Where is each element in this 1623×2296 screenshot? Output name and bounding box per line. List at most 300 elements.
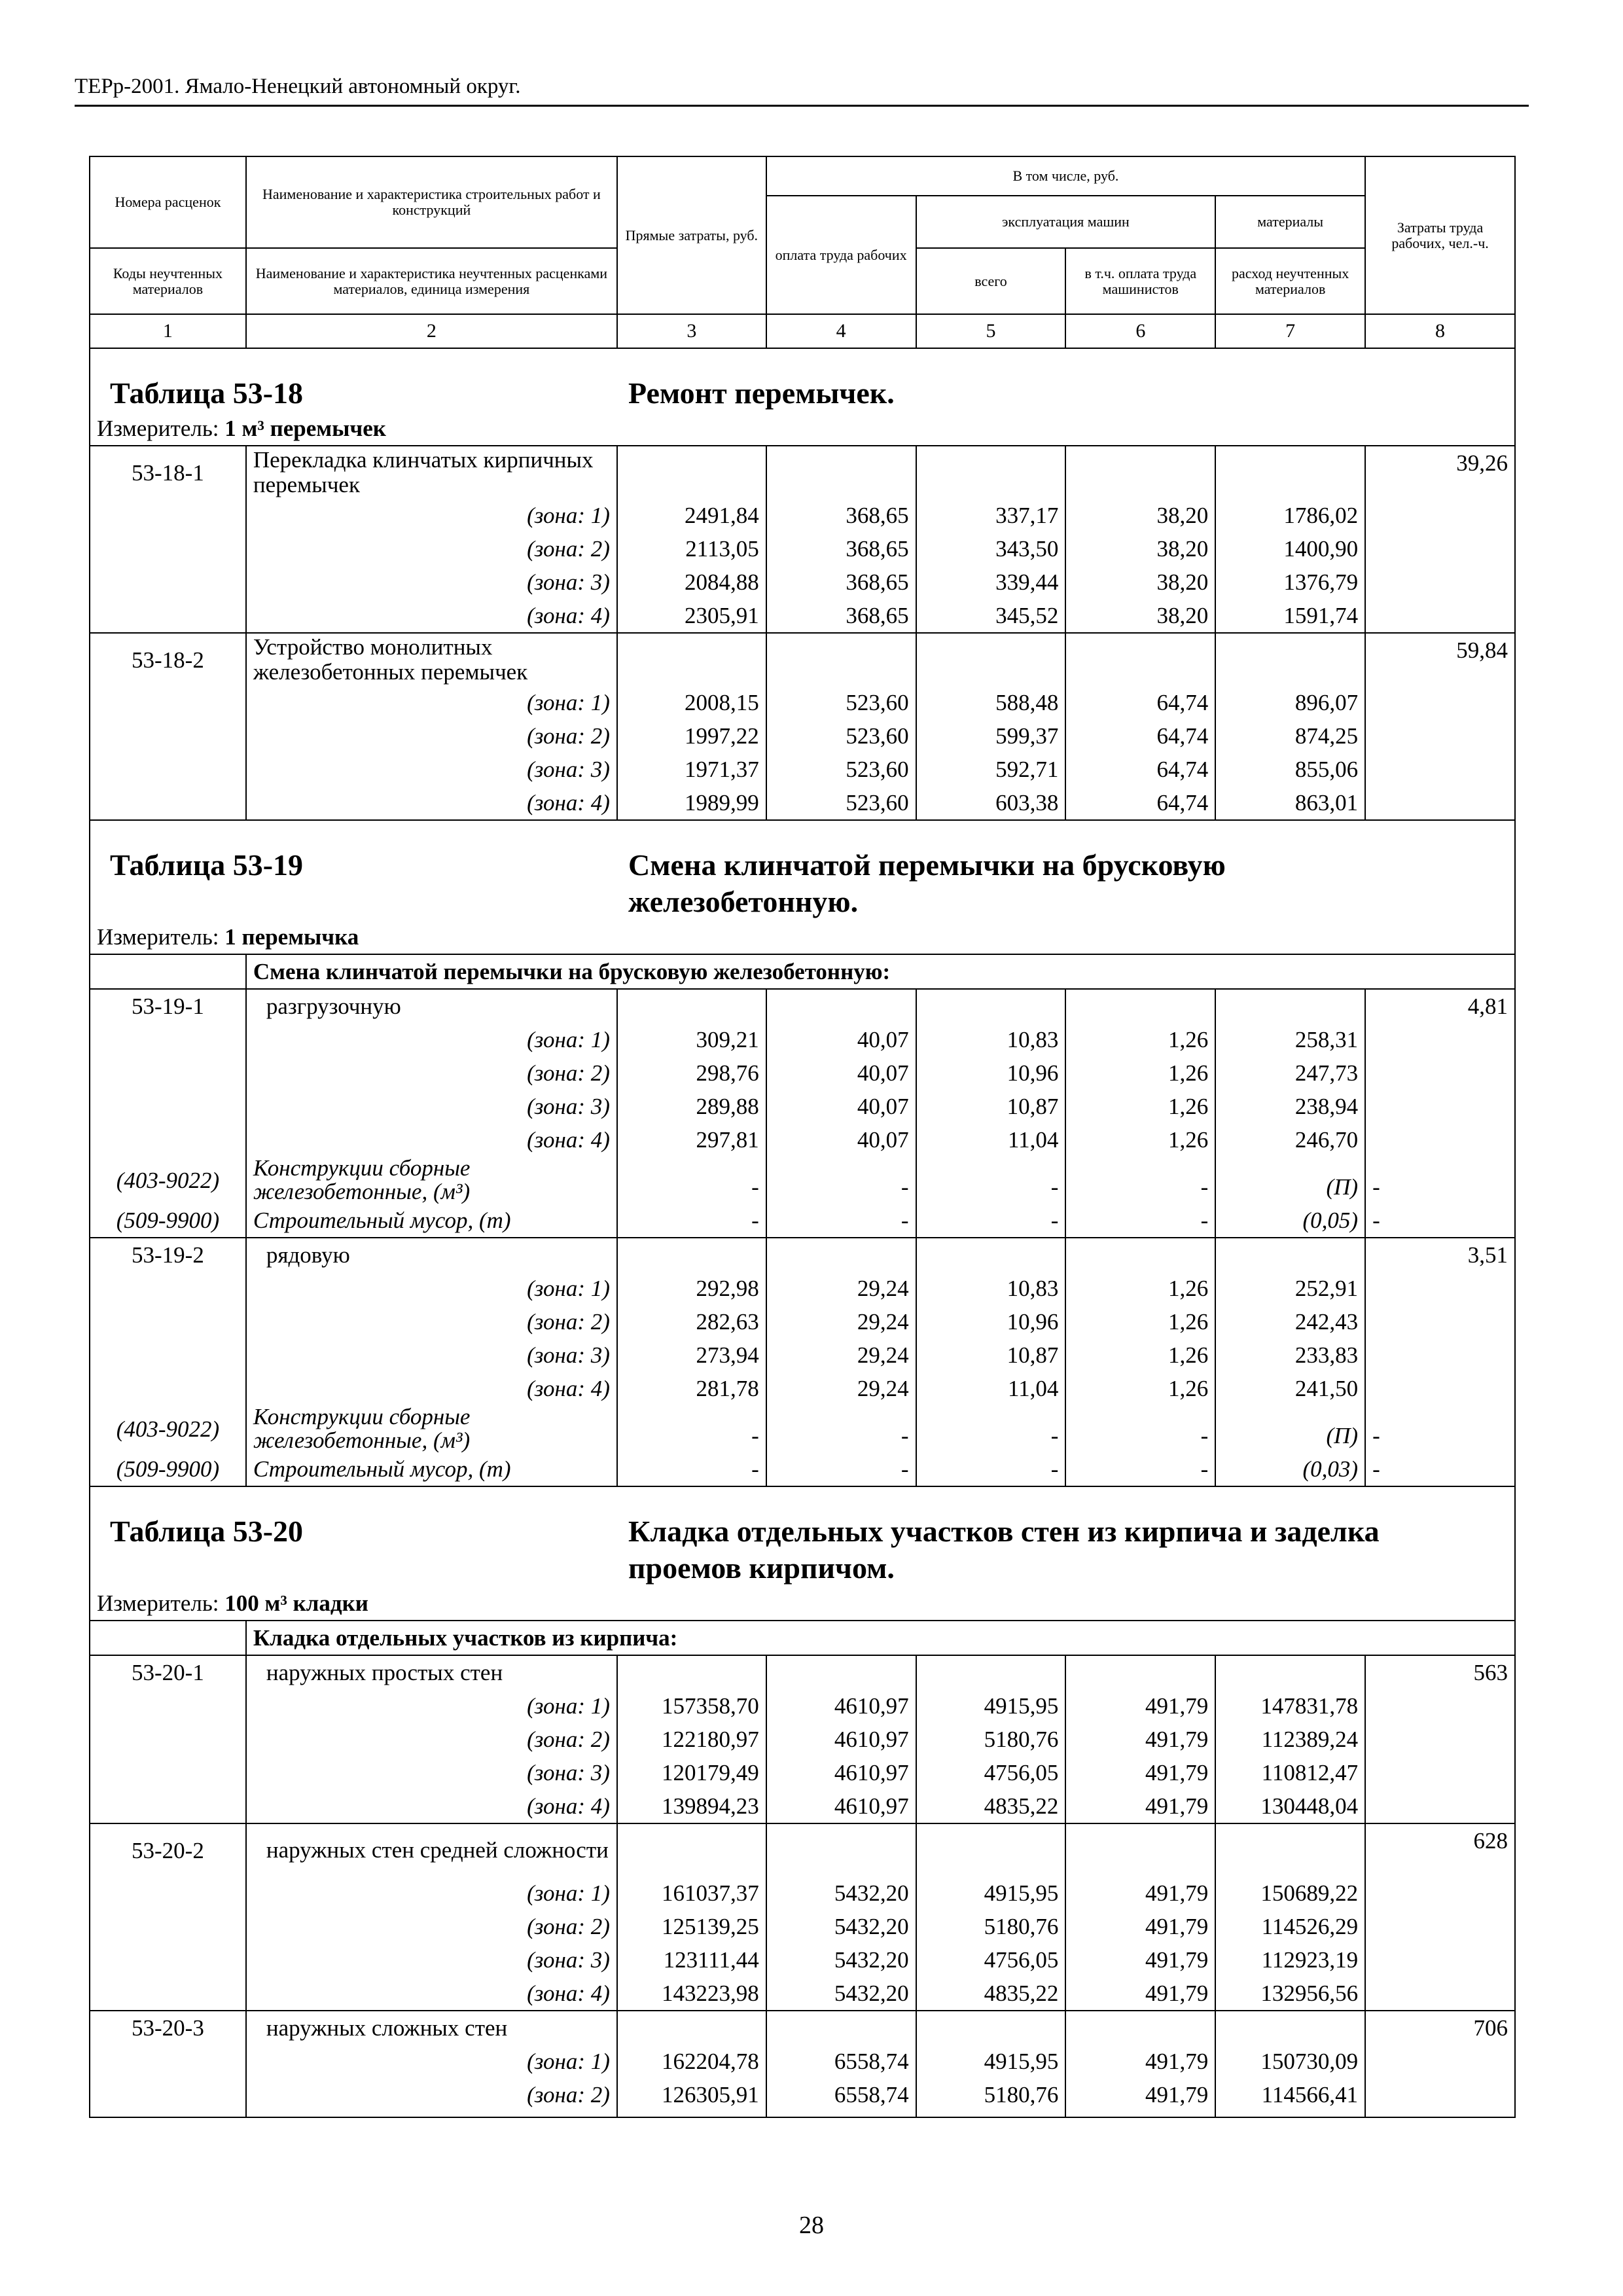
head-col8: Затраты труда рабочих, чел.-ч. <box>1365 156 1515 314</box>
section-title-row <box>90 348 1515 412</box>
col-number: 5 <box>916 314 1066 348</box>
empty-cell <box>916 2011 1066 2045</box>
empty-cell <box>1365 1689 1515 1723</box>
empty-cell <box>766 1655 916 1689</box>
empty-cell <box>1215 1238 1365 1272</box>
empty-cell <box>90 2111 246 2117</box>
zone-value: 6558,74 <box>766 2045 916 2078</box>
section-name: Ремонт перемычек. <box>628 376 895 410</box>
zone-value: 125139,25 <box>617 1910 766 1943</box>
material-value: - <box>916 1405 1066 1452</box>
subcaption-row <box>90 1621 1515 1655</box>
code-cell-empty <box>90 954 246 989</box>
empty-cell <box>1365 1056 1515 1090</box>
zone-row <box>90 786 1515 820</box>
zone-value: 2008,15 <box>617 686 766 719</box>
zone-label: (зона: 2) <box>246 1305 617 1338</box>
zone-value: 1971,37 <box>617 753 766 786</box>
rate-code: 53-20-2 <box>90 1823 246 1876</box>
zone-row <box>90 1689 1515 1723</box>
code-cell-empty <box>90 753 246 786</box>
empty-cell <box>617 633 766 686</box>
zone-row <box>90 1876 1515 1910</box>
head-col6: в т.ч. оплата труда машинистов <box>1065 248 1215 314</box>
empty-cell <box>1365 719 1515 753</box>
zone-row <box>90 686 1515 719</box>
section-number: Таблица 53-20 <box>110 1515 304 1548</box>
section-title <box>90 1486 1515 1587</box>
empty-cell <box>617 2111 766 2117</box>
material-labor: - <box>1365 1405 1515 1452</box>
code-cell-empty <box>90 565 246 599</box>
section-title <box>90 820 1515 920</box>
zone-value: 126305,91 <box>617 2078 766 2111</box>
zone-value: 2305,91 <box>617 599 766 633</box>
empty-cell <box>1215 989 1365 1023</box>
zone-value: 523,60 <box>766 753 916 786</box>
zone-value: 4610,97 <box>766 1756 916 1789</box>
head-col5: всего <box>916 248 1066 314</box>
code-cell-empty <box>90 1621 246 1655</box>
material-value: - <box>1065 1405 1215 1452</box>
material-code: (509-9900) <box>90 1204 246 1238</box>
zone-value: 112389,24 <box>1215 1723 1365 1756</box>
zone-value: 1,26 <box>1065 1123 1215 1157</box>
empty-cell <box>766 633 916 686</box>
zone-value: 64,74 <box>1065 786 1215 820</box>
empty-cell <box>1365 1123 1515 1157</box>
zone-value: 491,79 <box>1065 1977 1215 2011</box>
measure-label: Измеритель: <box>97 924 219 950</box>
measure-label: Измеритель: <box>97 1590 219 1616</box>
zone-value: 1,26 <box>1065 1056 1215 1090</box>
zone-value: 246,70 <box>1215 1123 1365 1157</box>
zone-row <box>90 1123 1515 1157</box>
table-body <box>90 156 1515 2117</box>
zone-value: 368,65 <box>766 532 916 565</box>
zone-label: (зона: 3) <box>246 753 617 786</box>
zone-value: 162204,78 <box>617 2045 766 2078</box>
zone-value: 38,20 <box>1065 599 1215 633</box>
zone-value: 11,04 <box>916 1372 1066 1405</box>
material-value: - <box>617 1157 766 1204</box>
zone-value: 4756,05 <box>916 1756 1066 1789</box>
zone-value: 143223,98 <box>617 1977 766 2011</box>
zone-value: 1400,90 <box>1215 532 1365 565</box>
zone-row <box>90 719 1515 753</box>
zone-row <box>90 565 1515 599</box>
zone-value: 38,20 <box>1065 532 1215 565</box>
zone-row <box>90 1789 1515 1823</box>
zone-value: 2084,88 <box>617 565 766 599</box>
material-value: - <box>1065 1157 1215 1204</box>
rate-code: 53-18-2 <box>90 633 246 686</box>
empty-cell <box>1065 2111 1215 2117</box>
material-value: - <box>916 1452 1066 1486</box>
price-table <box>89 156 1516 2118</box>
labor-cost: 4,81 <box>1365 989 1515 1023</box>
material-value: - <box>766 1452 916 1486</box>
measure-value: 1 перемычка <box>224 924 359 950</box>
zone-value: 368,65 <box>766 565 916 599</box>
col-number: 3 <box>617 314 766 348</box>
zone-label: (зона: 4) <box>246 1123 617 1157</box>
section-measure <box>90 920 1515 954</box>
code-cell-empty <box>90 1943 246 1977</box>
zone-value: 4756,05 <box>916 1943 1066 1977</box>
empty-cell <box>766 1238 916 1272</box>
zone-row <box>90 599 1515 633</box>
zone-value: 1,26 <box>1065 1090 1215 1123</box>
material-value: (0,05) <box>1215 1204 1365 1238</box>
material-value: - <box>1065 1204 1215 1238</box>
col-number: 8 <box>1365 314 1515 348</box>
empty-cell <box>617 446 766 499</box>
zone-value: 523,60 <box>766 786 916 820</box>
zone-value: 122180,97 <box>617 1723 766 1756</box>
empty-cell <box>1365 1372 1515 1405</box>
zone-value: 4835,22 <box>916 1789 1066 1823</box>
empty-cell <box>1365 1272 1515 1305</box>
zone-value: 4915,95 <box>916 1689 1066 1723</box>
zone-label: (зона: 2) <box>246 1723 617 1756</box>
empty-cell <box>1365 1023 1515 1056</box>
labor-cost: 706 <box>1365 2011 1515 2045</box>
zone-value: 896,07 <box>1215 686 1365 719</box>
zone-label: (зона: 3) <box>246 1943 617 1977</box>
zone-value: 281,78 <box>617 1372 766 1405</box>
material-code: (403-9022) <box>90 1405 246 1452</box>
zone-label: (зона: 3) <box>246 1338 617 1372</box>
section-name: Кладка отдельных участков стен из кирпича и заделка проемов кирпичом. <box>628 1515 1380 1585</box>
empty-cell <box>1215 1655 1365 1689</box>
zone-value: 2113,05 <box>617 532 766 565</box>
material-row <box>90 1405 1515 1452</box>
zone-row <box>90 1372 1515 1405</box>
zone-value: 491,79 <box>1065 1689 1215 1723</box>
item-row <box>90 633 1515 686</box>
zone-value: 139894,23 <box>617 1789 766 1823</box>
labor-cost: 628 <box>1365 1823 1515 1876</box>
zone-value: 247,73 <box>1215 1056 1365 1090</box>
material-name: Строительный мусор, (т) <box>246 1204 617 1238</box>
empty-cell <box>1065 633 1215 686</box>
page-number: 28 <box>799 2212 824 2239</box>
empty-cell <box>1365 2045 1515 2078</box>
empty-cell <box>1365 1338 1515 1372</box>
zone-value: 1,26 <box>1065 1338 1215 1372</box>
zone-value: 10,96 <box>916 1056 1066 1090</box>
zone-value: 114526,29 <box>1215 1910 1365 1943</box>
empty-cell <box>916 633 1066 686</box>
empty-cell <box>766 989 916 1023</box>
zone-value: 242,43 <box>1215 1305 1365 1338</box>
labor-cost: 39,26 <box>1365 446 1515 499</box>
code-cell-empty <box>90 499 246 532</box>
zone-value: 123111,44 <box>617 1943 766 1977</box>
zone-label: (зона: 1) <box>246 686 617 719</box>
zone-value: 874,25 <box>1215 719 1365 753</box>
material-value: - <box>1065 1452 1215 1486</box>
measure-value: 100 м³ кладки <box>224 1590 368 1616</box>
zone-value: 491,79 <box>1065 2045 1215 2078</box>
head-col7: расход неучтенных материалов <box>1215 248 1365 314</box>
zone-value: 523,60 <box>766 719 916 753</box>
empty-cell <box>766 2111 916 2117</box>
material-name: Конструкции сборные железобетонные, (м³) <box>246 1157 617 1204</box>
zone-value: 298,76 <box>617 1056 766 1090</box>
head-materials: материалы <box>1215 196 1365 248</box>
empty-cell <box>1365 565 1515 599</box>
zone-value: 368,65 <box>766 499 916 532</box>
empty-cell <box>1365 786 1515 820</box>
zone-value: 238,94 <box>1215 1090 1365 1123</box>
empty-cell <box>1215 446 1365 499</box>
empty-cell <box>1365 1756 1515 1789</box>
empty-cell <box>1365 499 1515 532</box>
col-number: 4 <box>766 314 916 348</box>
code-cell-empty <box>90 1756 246 1789</box>
zone-value: 29,24 <box>766 1305 916 1338</box>
head-col2-bottom: Наименование и характеристика неучтенных расценками материалов, единица измерения <box>246 248 617 314</box>
zone-label: (зона: 4) <box>246 599 617 633</box>
material-code: (509-9900) <box>90 1452 246 1486</box>
zone-label: (зона: 1) <box>246 1876 617 1910</box>
empty-cell <box>1365 686 1515 719</box>
zone-value: 4610,97 <box>766 1723 916 1756</box>
zone-label: (зона: 4) <box>246 1789 617 1823</box>
empty-cell <box>1215 2111 1365 2117</box>
zone-label: (зона: 1) <box>246 1689 617 1723</box>
empty-cell <box>617 1655 766 1689</box>
section-measure <box>90 412 1515 446</box>
zone-value: 10,87 <box>916 1338 1066 1372</box>
zone-value: 491,79 <box>1065 1756 1215 1789</box>
zone-value: 491,79 <box>1065 1789 1215 1823</box>
zone-value: 297,81 <box>617 1123 766 1157</box>
zone-value: 491,79 <box>1065 1723 1215 1756</box>
material-labor: - <box>1365 1204 1515 1238</box>
zone-value: 10,96 <box>916 1305 1066 1338</box>
zone-value: 10,83 <box>916 1272 1066 1305</box>
empty-cell <box>1215 633 1365 686</box>
rate-code: 53-19-1 <box>90 989 246 1023</box>
subcaption: Смена клинчатой перемычки на брусковую железобетонную: <box>246 954 1515 989</box>
empty-cell <box>916 989 1066 1023</box>
zone-value: 150689,22 <box>1215 1876 1365 1910</box>
zone-row <box>90 2078 1515 2111</box>
measure-row <box>90 920 1515 954</box>
empty-cell <box>1365 2078 1515 2111</box>
code-cell-empty <box>90 719 246 753</box>
zone-value: 40,07 <box>766 1023 916 1056</box>
measure-row <box>90 412 1515 446</box>
section-measure <box>90 1587 1515 1621</box>
zone-value: 161037,37 <box>617 1876 766 1910</box>
code-cell-empty <box>90 1977 246 2011</box>
rate-name: Перекладка клинчатых кирпичных перемычек <box>246 446 617 499</box>
zone-value: 1997,22 <box>617 719 766 753</box>
zone-label: (зона: 4) <box>246 1372 617 1405</box>
code-cell-empty <box>90 1876 246 1910</box>
material-value: - <box>766 1204 916 1238</box>
zone-value: 110812,47 <box>1215 1756 1365 1789</box>
section-heading <box>97 349 1508 412</box>
zone-value: 157358,70 <box>617 1689 766 1723</box>
zone-value: 29,24 <box>766 1272 916 1305</box>
zone-row <box>90 1977 1515 2011</box>
code-cell-empty <box>90 1272 246 1305</box>
rate-name: наружных простых стен <box>246 1655 617 1689</box>
empty-cell <box>1065 989 1215 1023</box>
empty-cell <box>1365 1977 1515 2011</box>
zone-value: 1,26 <box>1065 1023 1215 1056</box>
material-value: - <box>916 1204 1066 1238</box>
zone-value: 491,79 <box>1065 2078 1215 2111</box>
empty-cell <box>617 2011 766 2045</box>
zone-value: 1786,02 <box>1215 499 1365 532</box>
rate-code: 53-19-2 <box>90 1238 246 1272</box>
empty-cell <box>1365 1305 1515 1338</box>
measure-label: Измеритель: <box>97 416 219 441</box>
section-number: Таблица 53-19 <box>110 848 304 882</box>
zone-label: (зона: 4) <box>246 1977 617 2011</box>
empty-cell <box>1215 2011 1365 2045</box>
zone-value: 863,01 <box>1215 786 1365 820</box>
head-col1-bottom: Коды неучтенных материалов <box>90 248 246 314</box>
material-value: - <box>766 1157 916 1204</box>
zone-label: (зона: 1) <box>246 499 617 532</box>
zone-value: 38,20 <box>1065 499 1215 532</box>
zone-value: 241,50 <box>1215 1372 1365 1405</box>
zone-label: (зона: 2) <box>246 1910 617 1943</box>
zone-value: 4610,97 <box>766 1689 916 1723</box>
empty-cell <box>766 446 916 499</box>
zone-value: 5180,76 <box>916 2078 1066 2111</box>
zone-value: 233,83 <box>1215 1338 1365 1372</box>
table-bottom-row <box>90 2111 1515 2117</box>
zone-value: 5180,76 <box>916 1910 1066 1943</box>
subcaption-row <box>90 954 1515 989</box>
zone-value: 4835,22 <box>916 1977 1066 2011</box>
zone-row <box>90 2045 1515 2078</box>
zone-row <box>90 1943 1515 1977</box>
zone-value: 289,88 <box>617 1090 766 1123</box>
zone-value: 112923,19 <box>1215 1943 1365 1977</box>
zone-row <box>90 1910 1515 1943</box>
empty-cell <box>1365 1789 1515 1823</box>
item-row <box>90 1238 1515 1272</box>
rate-code: 53-20-1 <box>90 1655 246 1689</box>
zone-value: 64,74 <box>1065 753 1215 786</box>
empty-cell <box>246 2111 617 2117</box>
zone-label: (зона: 3) <box>246 565 617 599</box>
code-cell-empty <box>90 2078 246 2111</box>
zone-label: (зона: 3) <box>246 1756 617 1789</box>
running-header: ТЕРр-2001. Ямало-Ненецкий автономный округ. <box>75 75 521 98</box>
empty-cell <box>766 2011 916 2045</box>
zone-value: 599,37 <box>916 719 1066 753</box>
code-cell-empty <box>90 1789 246 1823</box>
empty-cell <box>1065 1823 1215 1876</box>
item-row <box>90 1655 1515 1689</box>
zone-row <box>90 532 1515 565</box>
header-rule <box>75 105 1529 107</box>
zone-label: (зона: 1) <box>246 2045 617 2078</box>
item-row <box>90 1823 1515 1876</box>
zone-value: 64,74 <box>1065 686 1215 719</box>
empty-cell <box>1065 1238 1215 1272</box>
zone-value: 10,83 <box>916 1023 1066 1056</box>
rate-name: рядовую <box>246 1238 617 1272</box>
zone-value: 523,60 <box>766 686 916 719</box>
section-title-row <box>90 1486 1515 1587</box>
head-col4: оплата труда рабочих <box>766 196 916 314</box>
col-number: 7 <box>1215 314 1365 348</box>
labor-cost: 563 <box>1365 1655 1515 1689</box>
code-cell-empty <box>90 1338 246 1372</box>
item-row <box>90 2011 1515 2045</box>
item-row <box>90 989 1515 1023</box>
zone-value: 491,79 <box>1065 1876 1215 1910</box>
code-cell-empty <box>90 1090 246 1123</box>
zone-value: 292,98 <box>617 1272 766 1305</box>
empty-cell <box>916 1655 1066 1689</box>
zone-value: 150730,09 <box>1215 2045 1365 2078</box>
code-cell-empty <box>90 2045 246 2078</box>
zone-value: 2491,84 <box>617 499 766 532</box>
zone-row <box>90 1756 1515 1789</box>
item-row <box>90 446 1515 499</box>
subcaption: Кладка отдельных участков из кирпича: <box>246 1621 1515 1655</box>
material-value: (0,03) <box>1215 1452 1365 1486</box>
rate-name: Устройство монолитных железобетонных перемычек <box>246 633 617 686</box>
zone-row <box>90 1090 1515 1123</box>
zone-value: 11,04 <box>916 1123 1066 1157</box>
zone-value: 5432,20 <box>766 1910 916 1943</box>
zone-value: 368,65 <box>766 599 916 633</box>
material-name: Строительный мусор, (т) <box>246 1452 617 1486</box>
zone-value: 130448,04 <box>1215 1789 1365 1823</box>
empty-cell <box>766 1823 916 1876</box>
zone-label: (зона: 2) <box>246 719 617 753</box>
zone-label: (зона: 3) <box>246 1090 617 1123</box>
empty-cell <box>916 2111 1066 2117</box>
code-cell-empty <box>90 786 246 820</box>
empty-cell <box>1215 1823 1365 1876</box>
empty-cell <box>916 446 1066 499</box>
zone-value: 29,24 <box>766 1338 916 1372</box>
empty-cell <box>1365 1876 1515 1910</box>
section-title-row <box>90 820 1515 920</box>
code-cell-empty <box>90 1023 246 1056</box>
zone-row <box>90 753 1515 786</box>
material-value: - <box>617 1452 766 1486</box>
zone-value: 309,21 <box>617 1023 766 1056</box>
rate-name: наружных сложных стен <box>246 2011 617 2045</box>
empty-cell <box>617 989 766 1023</box>
empty-cell <box>916 1238 1066 1272</box>
zone-value: 273,94 <box>617 1338 766 1372</box>
code-cell-empty <box>90 1372 246 1405</box>
zone-value: 337,17 <box>916 499 1066 532</box>
material-value: (П) <box>1215 1157 1365 1204</box>
code-cell-empty <box>90 1123 246 1157</box>
code-cell-empty <box>90 1305 246 1338</box>
empty-cell <box>1365 1090 1515 1123</box>
empty-cell <box>1065 446 1215 499</box>
head-machines: эксплуатация машин <box>916 196 1216 248</box>
